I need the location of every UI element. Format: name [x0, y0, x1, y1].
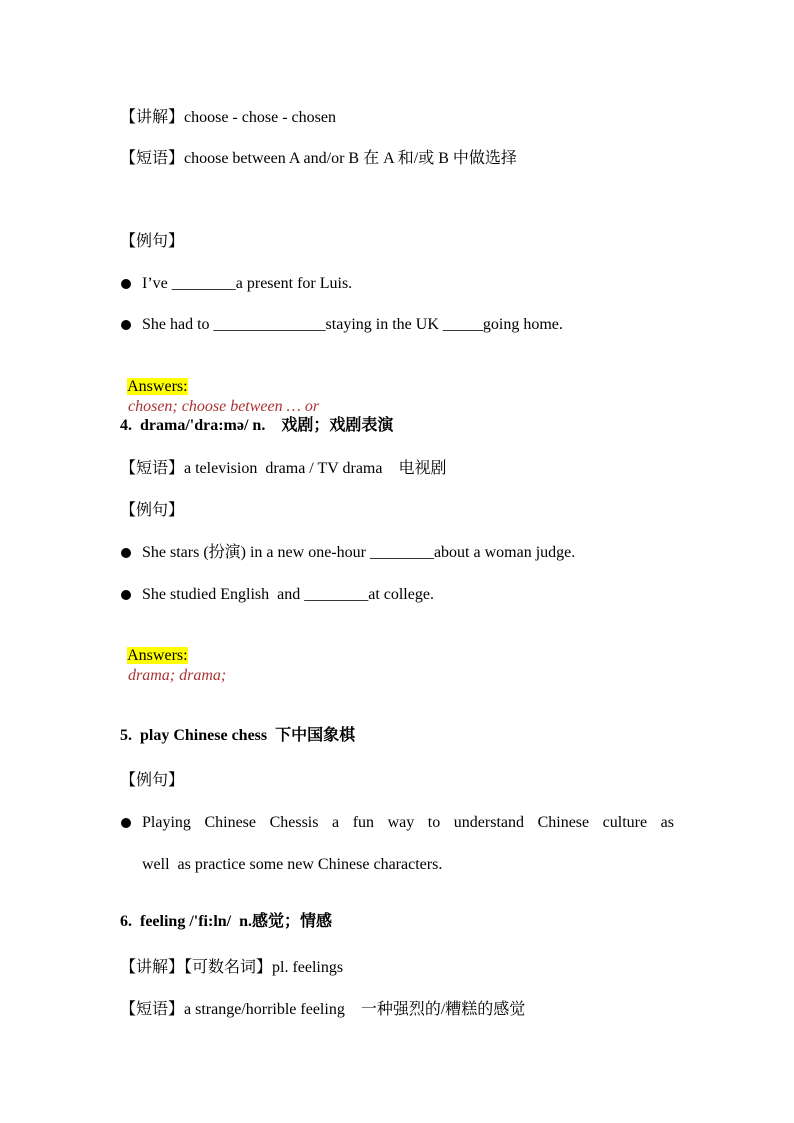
- explain-line: 【讲解】choose - chose - chosen: [120, 109, 336, 126]
- example-sentence: I’ve ________a present for Luis.: [142, 275, 353, 292]
- example-sentence: She stars (扮演) in a new one-hour ________about a woman judge.: [142, 544, 576, 561]
- bullet-icon: [121, 548, 131, 558]
- example-label: 【例句】: [120, 233, 185, 250]
- word-heading: 5. play Chinese chess 下中国象棋: [120, 727, 356, 744]
- word-heading: 6. feeling /'fi:ln/ n.感觉；情感: [120, 913, 333, 930]
- example-sentence: Playing Chinese Chessis a fun way to understand Chinese culture as: [142, 814, 674, 831]
- answers-line: [120, 357, 319, 417]
- bullet-icon: [121, 818, 131, 828]
- bullet-icon: [121, 320, 131, 330]
- example-sentence: She had to ______________staying in the UK _____going home.: [142, 316, 563, 333]
- example-label: 【例句】: [120, 772, 185, 789]
- example-label: 【例句】: [120, 502, 185, 519]
- answers-line: [120, 626, 226, 686]
- explain-line: 【讲解】【可数名词】pl. feelings: [120, 959, 344, 976]
- bullet-icon: [121, 279, 131, 289]
- phrase-line: 【短语】a television drama / TV drama 电视剧: [120, 460, 447, 477]
- word-heading: 4. drama/'dra:mə/ n. 戏剧；戏剧表演: [120, 417, 394, 434]
- answers-label: Answers:: [127, 378, 188, 395]
- example-sentence-continued: well as practice some new Chinese characters.: [142, 856, 443, 873]
- bullet-icon: [121, 590, 131, 600]
- phrase-line: 【短语】a strange/horrible feeling 一种强烈的/糟糕的感觉: [120, 1001, 526, 1018]
- answers-text: chosen; choose between … or: [128, 398, 320, 415]
- answers-label: Answers:: [127, 647, 188, 664]
- answers-text: drama; drama;: [128, 667, 227, 684]
- example-sentence: She studied English and ________at college.: [142, 586, 434, 603]
- phrase-line: 【短语】choose between A and/or B 在 A 和/或 B 中做选择: [120, 150, 517, 167]
